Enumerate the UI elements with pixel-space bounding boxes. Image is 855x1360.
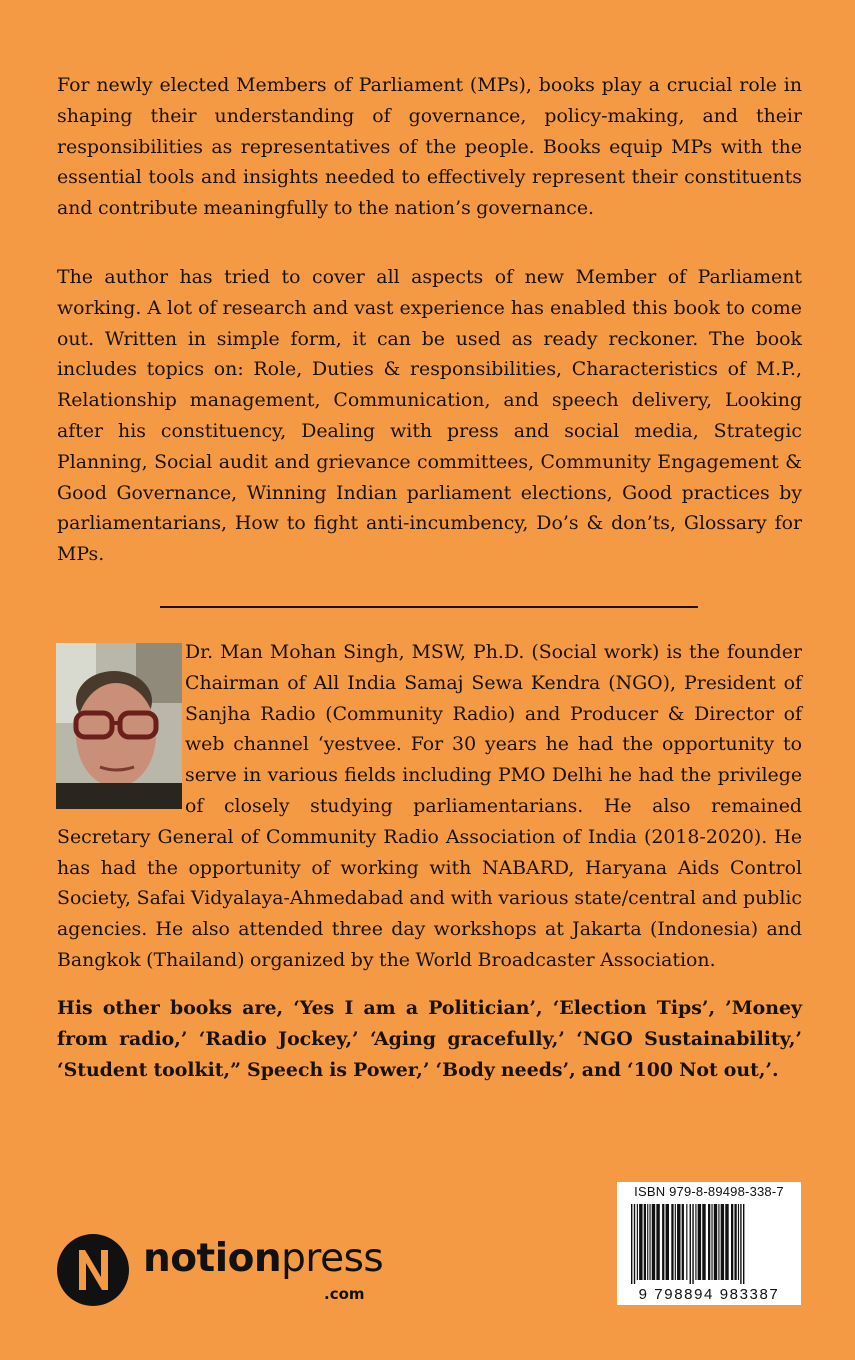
barcode-bar xyxy=(634,1204,635,1284)
barcode-bar xyxy=(682,1204,684,1280)
publisher-logo xyxy=(55,1232,395,1310)
barcode-bar xyxy=(637,1204,638,1280)
barcode-bar xyxy=(671,1204,673,1280)
barcode-bar xyxy=(731,1204,733,1280)
author-bio: Dr. Man Mohan Singh, MSW, Ph.D. (Social work) is the founder Chairman of All India Samaj Sewa Kendra (NGO), President of Sanjha Radio (Community Radio) and Producer & Director of web channel ‘yestvee. For 30 years he had the opportunity to serve in various fields including PMO Delhi he had the privilege of closely studying parliamentarians. He also remained Secretary General of Community Radio Association of India (2018-2020). He has had the opportunity of working with NABARD, Haryana Aids Control Society, Safai Vidyalaya-Ahmedabad and with various state/central and public agencies. He also attended three day workshops at Jakarta (Indonesia) and Bangkok (Thailand) organized by the World Broadcaster Association. xyxy=(57,641,802,971)
barcode-bar xyxy=(734,1204,736,1280)
barcode-bar xyxy=(652,1204,655,1280)
barcode-bar xyxy=(698,1204,701,1280)
barcode-icon xyxy=(629,1204,789,1284)
description-paragraph-2: The author has tried to cover all aspects of new Member of Parliament working. A lot of research and vast experience has enabled this book to come out. Written in simple form, it can be used as ready reckoner. The book includes topics on: Role, Duties & responsibilities, Characteristics of M.P., Relationship management, Communication, and speech delivery, Looking after his constituency, Dealing with press and social media, Strategic Planning, Social audit and grievance committees, Community Engagement & Good Governance, Winning Indian parliament elections, Good practices by parliamentarians, How to fight anti-incumbency, Do’s & don’ts, Glossary for MPs. xyxy=(57,266,802,566)
isbn-barcode-box xyxy=(617,1182,801,1305)
publisher-name xyxy=(143,1236,383,1281)
barcode-bar xyxy=(686,1204,687,1280)
barcode-bar xyxy=(711,1204,712,1280)
barcode-bar xyxy=(695,1204,696,1280)
barcode-bar xyxy=(675,1204,676,1280)
barcode-bar xyxy=(738,1204,739,1280)
barcode-bar xyxy=(708,1204,710,1280)
barcode-bar xyxy=(647,1204,648,1280)
barcode-bar xyxy=(656,1204,659,1280)
isbn-digits: 9 798894 983387 xyxy=(638,1286,780,1303)
barcode-bar xyxy=(677,1204,680,1280)
barcode-bar xyxy=(721,1204,724,1280)
publisher-suffix: .com xyxy=(324,1285,365,1303)
barcode-bar xyxy=(740,1204,741,1284)
barcode-bar xyxy=(692,1204,693,1284)
author-bio-block xyxy=(57,637,802,976)
section-divider xyxy=(160,606,698,608)
barcode-bar xyxy=(714,1204,717,1280)
barcode-bar xyxy=(662,1204,664,1280)
barcode-bar xyxy=(666,1204,669,1280)
barcode-bar xyxy=(644,1204,646,1280)
barcode-bar xyxy=(702,1204,705,1280)
notion-press-logo-icon xyxy=(55,1232,131,1308)
isbn-label: ISBN 979-8-89498-338-7 xyxy=(634,1184,784,1199)
description-paragraph-1: For newly elected Members of Parliament (MPs), books play a crucial role in shaping their understanding of governance, policy-making, and their responsibilities as representatives of the people. Books equip MPs with the essential tools and insights needed to effectively represent their constituents and contribute meaningfully to the nation’s governance. xyxy=(57,74,802,220)
barcode-bar xyxy=(718,1204,719,1280)
publisher-name-light: press xyxy=(281,1236,384,1281)
barcode-bar xyxy=(725,1204,728,1280)
other-books-list: His other books are, ‘Yes I am a Politician’, ‘Election Tips’, ’Money from radio,’ ‘Radio Jockey,’ ‘Aging gracefully,’ ‘NGO Sustainability,’ ‘Student toolkit,” Speech is Power,’ ‘Body needs’, and ‘100 Not out,’. xyxy=(57,997,802,1081)
barcode-bar xyxy=(639,1204,642,1280)
barcode-bar xyxy=(690,1204,691,1284)
barcode-bar xyxy=(631,1204,632,1284)
barcode-bar xyxy=(649,1204,650,1280)
barcode-bar xyxy=(743,1204,744,1284)
publisher-name-bold: notion xyxy=(143,1236,282,1281)
